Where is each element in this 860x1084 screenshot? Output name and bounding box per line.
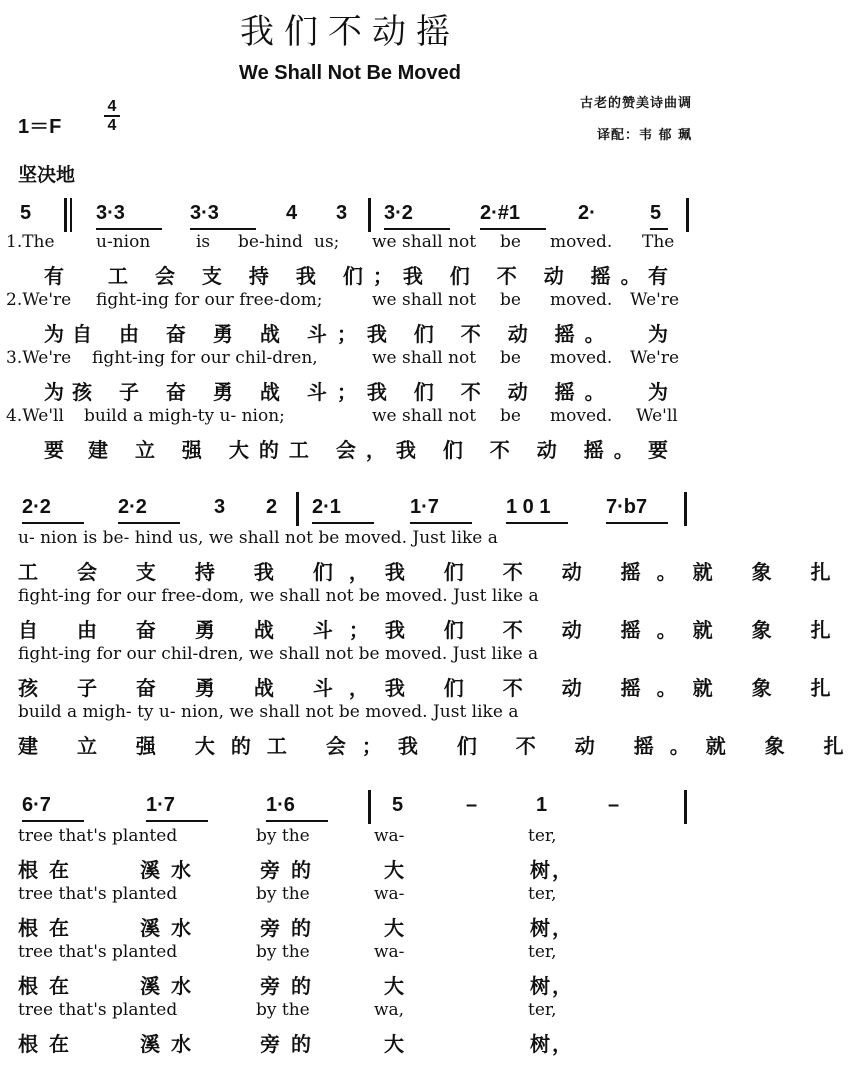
lyric-word: tree that's planted bbox=[18, 826, 178, 846]
lyric-word: 为 bbox=[648, 322, 670, 346]
lyric-word: 旁 的 bbox=[260, 858, 313, 882]
lyric-word: 树， bbox=[530, 1032, 574, 1056]
lyric-word: us; bbox=[314, 232, 340, 252]
beam bbox=[606, 522, 668, 524]
note: 1 0 1 bbox=[506, 496, 551, 518]
lyric-word: 大 bbox=[384, 974, 406, 998]
note: 5 bbox=[392, 794, 404, 816]
note: – bbox=[466, 794, 478, 816]
lyric-word: 大 bbox=[384, 858, 406, 882]
lyric-word: 2.We're bbox=[6, 290, 72, 310]
lyric-word: we shall not bbox=[372, 232, 477, 252]
lyric-word: 要 bbox=[44, 438, 66, 462]
lyric-word: fight-ing for our free-dom; bbox=[96, 290, 323, 310]
lyric-word: wa- bbox=[374, 884, 405, 904]
beam bbox=[96, 228, 162, 230]
notes-row-3 bbox=[0, 790, 700, 822]
song-title-chinese: 我们不动摇 bbox=[240, 12, 460, 52]
note: 3·3 bbox=[190, 202, 219, 224]
lyric-word: 4.We'll bbox=[6, 406, 64, 426]
lyric-word: 大 bbox=[384, 1032, 406, 1056]
tune-origin: 古老的赞美诗曲调 bbox=[579, 96, 692, 111]
note: 1·6 bbox=[266, 794, 295, 816]
lyric-word: 要 bbox=[648, 438, 670, 462]
lyric-word: 大 bbox=[384, 916, 406, 940]
lyric-word: u-nion bbox=[96, 232, 151, 252]
lyric-word: ter, bbox=[528, 942, 557, 962]
lyric-word: 树， bbox=[530, 974, 574, 998]
lyric-word: 根 在 bbox=[18, 858, 71, 882]
system-3 bbox=[0, 790, 700, 1080]
lyric-word: be bbox=[500, 232, 521, 252]
lyric-verse-3-chinese: 孩 子 奋 勇 战 斗，我 们 不 动 摇。就 象 扎 bbox=[18, 676, 847, 700]
beam bbox=[22, 522, 84, 524]
note: – bbox=[608, 794, 620, 816]
lyric-word: We're bbox=[630, 290, 680, 310]
lyric-word: fight-ing for our chil-dren, bbox=[92, 348, 318, 368]
lyric-word: We'll bbox=[636, 406, 678, 426]
lyric-word: 根 在 bbox=[18, 1032, 71, 1056]
beam bbox=[384, 228, 450, 230]
time-signature bbox=[104, 98, 120, 134]
beam bbox=[266, 820, 328, 822]
lyric-word: by the bbox=[256, 1000, 310, 1020]
lyric-verse-2-chinese: 自 由 奋 勇 战 斗；我 们 不 动 摇。就 象 扎 bbox=[18, 618, 847, 642]
note: 7·b7 bbox=[606, 496, 648, 518]
lyric-word: is bbox=[196, 232, 211, 252]
note: 6·7 bbox=[22, 794, 51, 816]
lyric-word: 3.We're bbox=[6, 348, 72, 368]
lyric-word: 为 bbox=[648, 380, 670, 404]
beam bbox=[118, 522, 180, 524]
lyric-word: 旁 的 bbox=[260, 974, 313, 998]
beam bbox=[480, 228, 546, 230]
time-numerator: 4 bbox=[107, 98, 117, 115]
note: 1·7 bbox=[410, 496, 439, 518]
lyric-word: tree that's planted bbox=[18, 942, 178, 962]
barline bbox=[368, 198, 371, 232]
lyric-word: We're bbox=[630, 348, 680, 368]
barline bbox=[64, 198, 67, 232]
beam bbox=[506, 522, 568, 524]
barline bbox=[70, 198, 72, 232]
lyric-word: 溪 水 bbox=[140, 1032, 193, 1056]
lyric-verse-2-english: fight-ing for our free-dom, we shall not be moved. Just like a bbox=[18, 586, 539, 606]
lyric-word: 为 bbox=[44, 322, 66, 346]
lyric-word: moved. bbox=[550, 406, 613, 426]
lyric-verse-4-english: build a migh- ty u- nion, we shall not be moved. Just like a bbox=[18, 702, 519, 722]
lyric-word: by the bbox=[256, 826, 310, 846]
beam bbox=[146, 820, 208, 822]
lyric-word: moved. bbox=[550, 232, 613, 252]
barline bbox=[686, 198, 689, 232]
lyric-word: moved. bbox=[550, 348, 613, 368]
lyric-word: 自 由 奋 勇 战 斗；我 们 不 动 摇。 bbox=[72, 322, 615, 346]
lyric-word: we shall not bbox=[372, 290, 477, 310]
barline bbox=[368, 790, 371, 824]
lyric-word: 旁 的 bbox=[260, 1032, 313, 1056]
lyric-word: 有 bbox=[648, 264, 670, 288]
time-denominator: 4 bbox=[107, 117, 117, 134]
barline bbox=[296, 492, 299, 526]
lyric-word: 旁 的 bbox=[260, 916, 313, 940]
lyric-word: we shall not bbox=[372, 406, 477, 426]
lyric-word: 树， bbox=[530, 858, 574, 882]
note: 2·1 bbox=[312, 496, 341, 518]
lyric-word: wa- bbox=[374, 942, 405, 962]
beam bbox=[410, 522, 472, 524]
note: 3·2 bbox=[384, 202, 413, 224]
note: 5 bbox=[20, 202, 32, 224]
lyric-word: 溪 水 bbox=[140, 858, 193, 882]
note: 5 bbox=[650, 202, 662, 224]
system-2 bbox=[0, 492, 860, 762]
lyric-word: be bbox=[500, 290, 521, 310]
lyric-word: tree that's planted bbox=[18, 884, 178, 904]
lyric-word: 建 立 强 大的工 会，我 们 不 动 摇。 bbox=[88, 438, 644, 462]
lyric-verse-1-english: u- nion is be- hind us, we shall not be moved. Just like a bbox=[18, 528, 498, 548]
lyric-word: 根 在 bbox=[18, 916, 71, 940]
lyric-word: 孩 子 奋 勇 战 斗；我 们 不 动 摇。 bbox=[72, 380, 615, 404]
barline bbox=[684, 790, 687, 824]
beam bbox=[190, 228, 256, 230]
note: 2·2 bbox=[22, 496, 51, 518]
lyric-word: tree that's planted bbox=[18, 1000, 178, 1020]
lyric-word: be bbox=[500, 406, 521, 426]
note: 2 bbox=[266, 496, 278, 518]
lyric-word: wa, bbox=[374, 1000, 405, 1020]
lyric-word: build a migh-ty u- nion; bbox=[84, 406, 285, 426]
lyric-verse-4-chinese: 建 立 强 大的工 会；我 们 不 动 摇。就 象 扎 bbox=[18, 734, 860, 758]
key-signature: 1＝F bbox=[18, 116, 62, 138]
beam bbox=[312, 522, 374, 524]
lyric-word: 工 会 支 持 我 们；我 们 不 动 摇。 bbox=[108, 264, 651, 288]
note: 3 bbox=[214, 496, 226, 518]
lyric-word: 1.The bbox=[6, 232, 55, 252]
notes-row-1 bbox=[0, 198, 700, 230]
lyric-verse-1-chinese: 工 会 支 持 我 们，我 们 不 动 摇。就 象 扎 bbox=[18, 560, 847, 584]
tempo-marking: 坚决地 bbox=[18, 164, 76, 186]
lyric-word: ter, bbox=[528, 826, 557, 846]
note: 1·7 bbox=[146, 794, 175, 816]
note: 4 bbox=[286, 202, 298, 224]
lyric-word: by the bbox=[256, 884, 310, 904]
lyric-word: The bbox=[642, 232, 675, 252]
beam bbox=[650, 228, 668, 230]
lyric-word: we shall not bbox=[372, 348, 477, 368]
note: 1 bbox=[536, 794, 548, 816]
notes-row-2 bbox=[0, 492, 700, 524]
lyric-word: by the bbox=[256, 942, 310, 962]
note: 3·3 bbox=[96, 202, 125, 224]
lyric-word: wa- bbox=[374, 826, 405, 846]
lyric-word: 溪 水 bbox=[140, 974, 193, 998]
lyric-word: 有 bbox=[44, 264, 66, 288]
arranger-credit: 译配：韦 郁 珮 bbox=[596, 128, 692, 143]
lyric-word: be bbox=[500, 348, 521, 368]
barline bbox=[684, 492, 687, 526]
lyric-word: be-hind bbox=[238, 232, 303, 252]
note: 2·#1 bbox=[480, 202, 521, 224]
song-title-english: We Shall Not Be Moved bbox=[239, 62, 461, 84]
lyric-verse-3-english: fight-ing for our chil-dren, we shall not be moved. Just like a bbox=[18, 644, 539, 664]
lyric-word: ter, bbox=[528, 884, 557, 904]
note: 2·2 bbox=[118, 496, 147, 518]
system-1 bbox=[0, 198, 700, 468]
lyric-word: ter, bbox=[528, 1000, 557, 1020]
lyric-word: 根 在 bbox=[18, 974, 71, 998]
note: 2· bbox=[578, 202, 596, 224]
beam bbox=[22, 820, 84, 822]
lyric-word: 树， bbox=[530, 916, 574, 940]
lyric-word: moved. bbox=[550, 290, 613, 310]
lyric-word: 溪 水 bbox=[140, 916, 193, 940]
lyric-word: 为 bbox=[44, 380, 66, 404]
note: 3 bbox=[336, 202, 348, 224]
